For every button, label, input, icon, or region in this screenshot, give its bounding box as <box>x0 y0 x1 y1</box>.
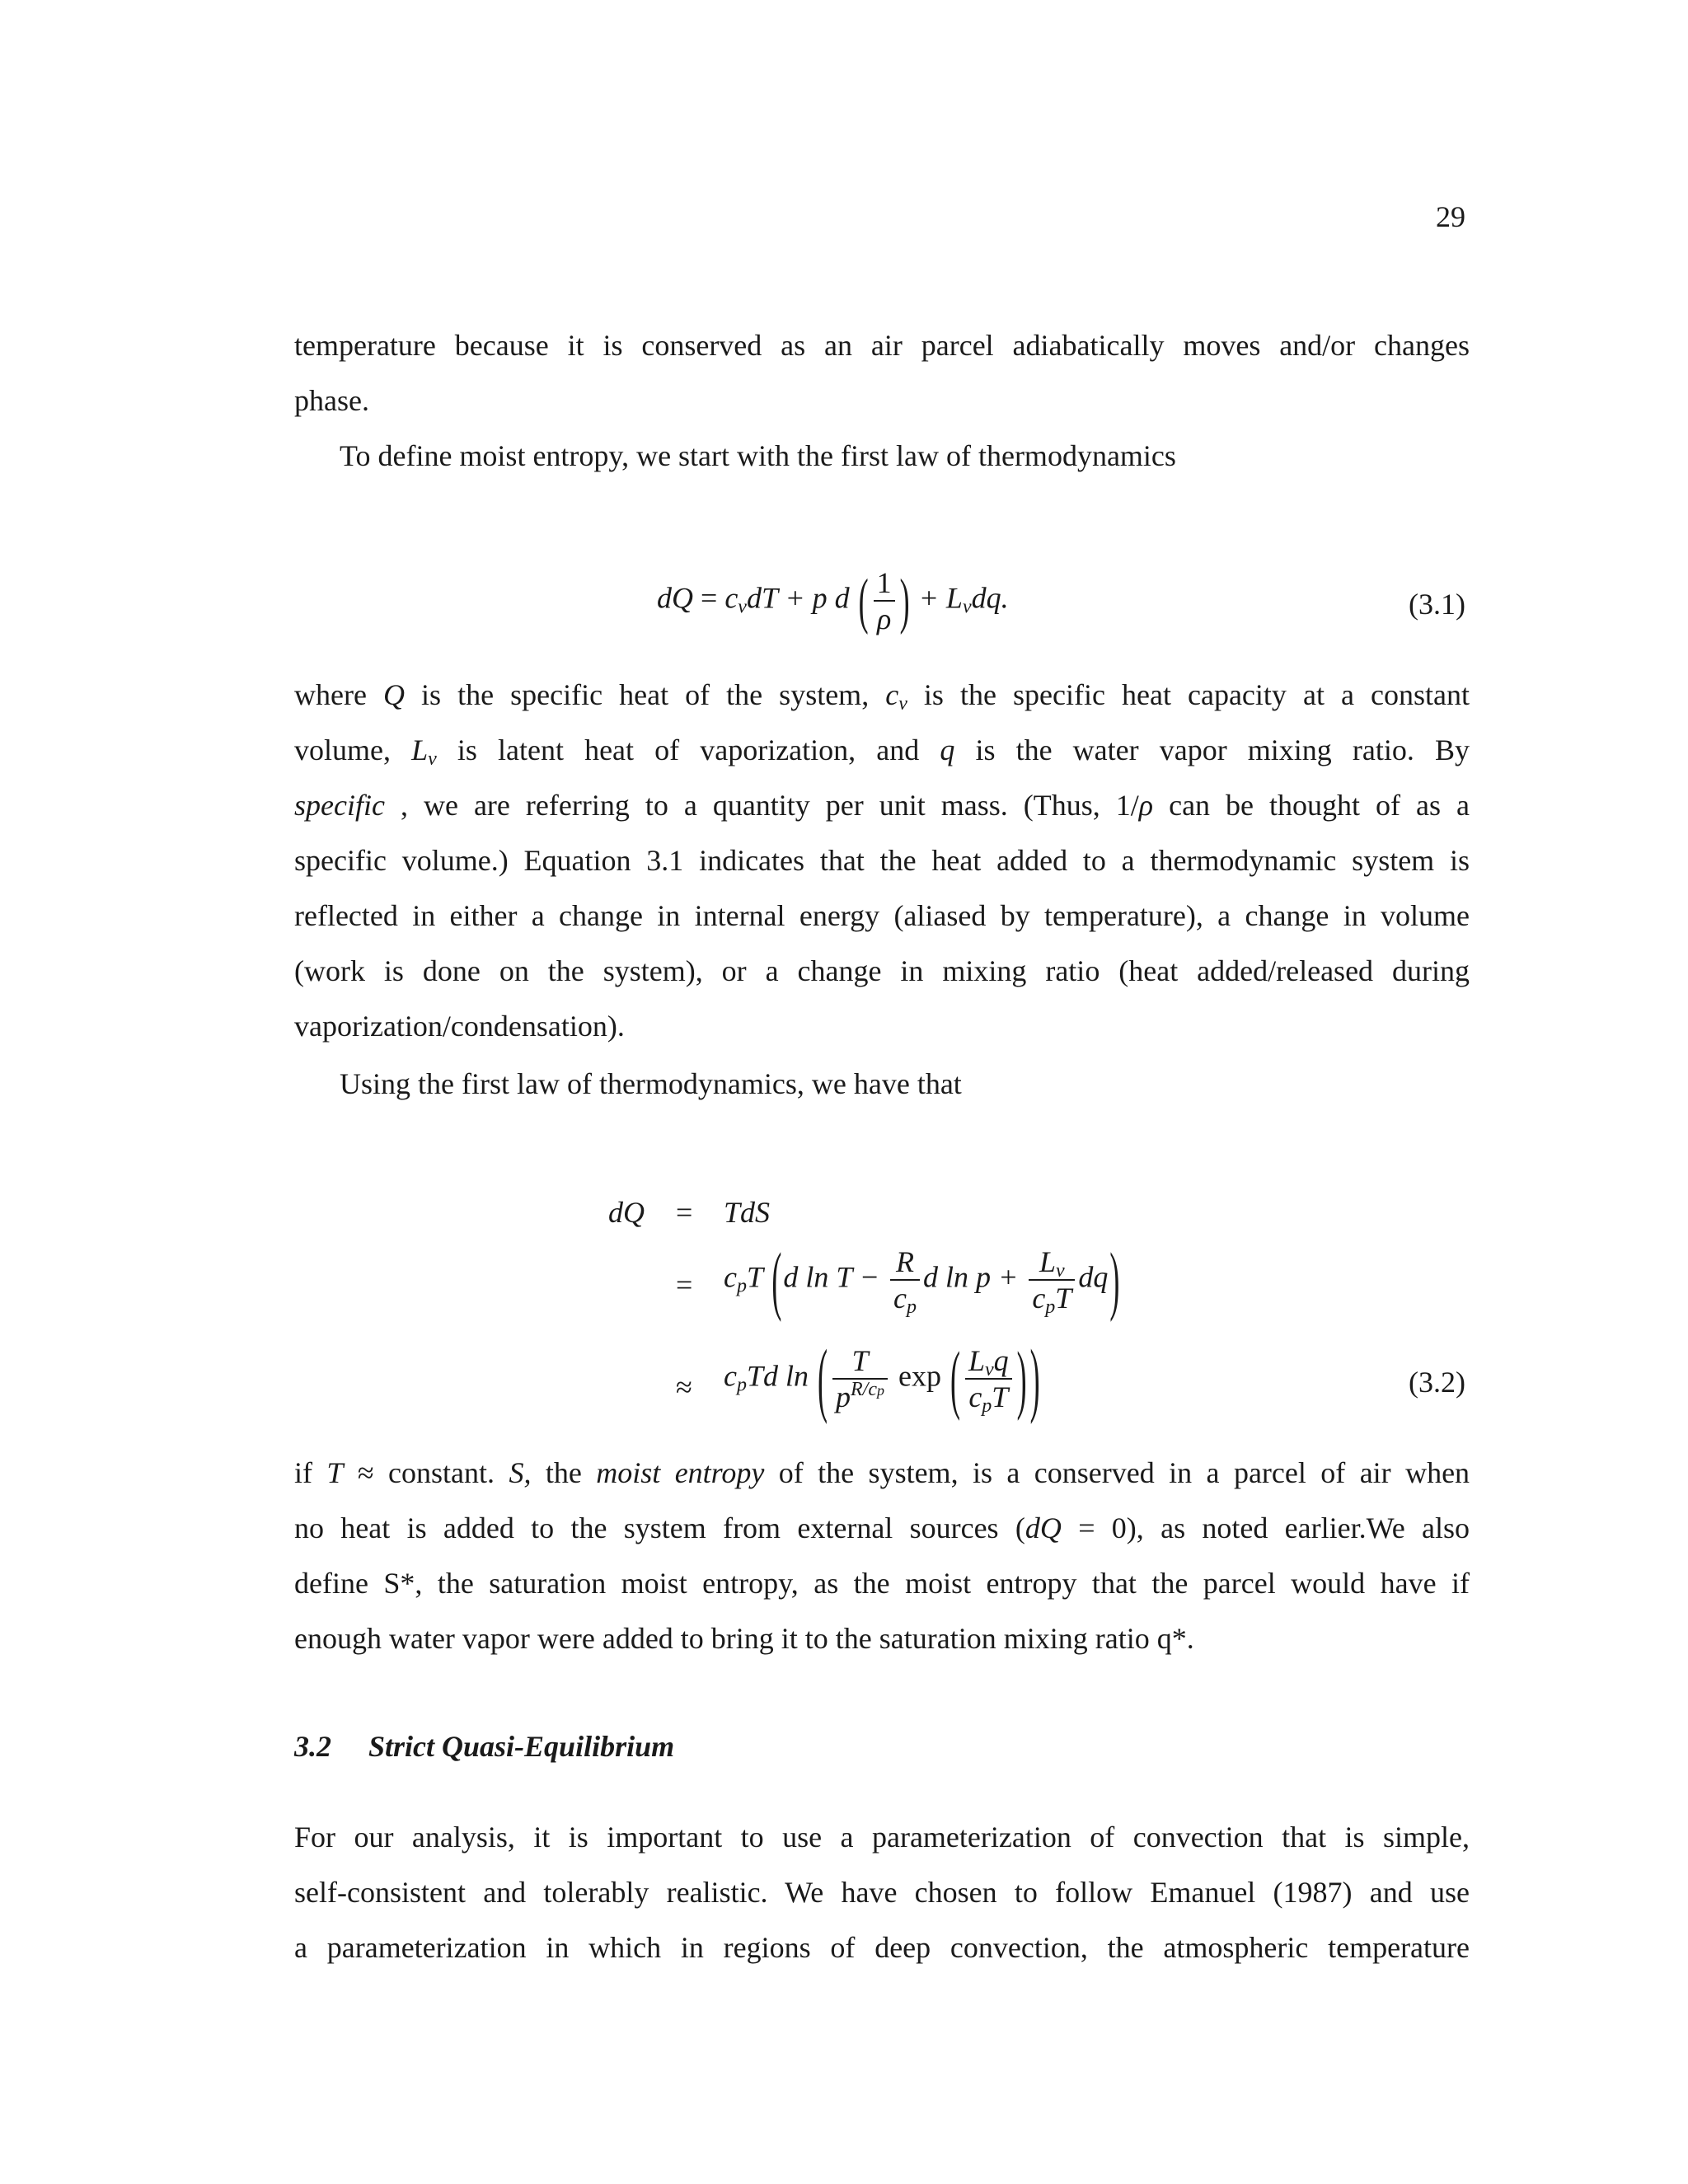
eq-rhs: TdS <box>724 1196 771 1229</box>
section-heading <box>294 1729 674 1764</box>
page-number: 29 <box>1436 200 1465 233</box>
eq-lhs: dQ <box>608 1196 645 1229</box>
text-line: specific , we are referring to a quantity per unit mass. (Thus, 1/ρ can be thought of as a <box>294 789 1470 822</box>
text-line: volume, $L_v$ is latent heat of vaporization, and q is the water vapor mixing ratio. By <box>294 733 1470 770</box>
paragraph-moist-entropy <box>294 1446 1470 1666</box>
eq-term: dq. <box>971 581 1009 615</box>
paragraph-intro-entropy <box>294 429 1470 484</box>
text-line: vaporization/condensation). <box>294 1010 625 1043</box>
text-line: enough water vapor were added to bring it to the saturation mixing ratio q*. <box>294 1622 1194 1655</box>
text-line: where Q is the specific heat of the system, $c_v$ is the specific heat capacity at a constant <box>294 678 1470 715</box>
paragraph-using-first-law <box>294 1057 1470 1112</box>
text-line: temperature because it is conserved as an air parcel adiabatically moves and/or changes <box>294 329 1470 362</box>
eq-relation: ≈ <box>676 1371 692 1404</box>
text-line: Using the first law of thermodynamics, we have that <box>340 1067 962 1100</box>
frac-denominator: ρ <box>876 602 892 635</box>
text-line: if T ≈ constant. S, the moist entropy of the system, is a conserved in a parcel of air when <box>294 1456 1470 1489</box>
text-line: a parameterization in which in regions of deep convection, the atmospheric temperature <box>294 1931 1470 1964</box>
eq-sub: v <box>962 596 972 618</box>
equation-number: (3.1) <box>1409 588 1465 621</box>
eq-lhs: dQ <box>657 581 693 615</box>
section-title: Strict Quasi-Equilibrium <box>368 1730 675 1763</box>
equation-3-2 <box>608 1195 1185 1442</box>
paragraph-analysis <box>294 1810 1470 1975</box>
paragraph-definitions <box>294 668 1470 1054</box>
equation-3-1 <box>657 565 1009 636</box>
text-line: reflected in either a change in internal energy (aliased by temperature), a change in volume <box>294 899 1470 932</box>
text-line: no heat is added to the system from external sources (dQ = 0), as noted earlier.We also <box>294 1511 1470 1544</box>
frac-numerator: 1 <box>874 565 895 602</box>
fraction <box>874 565 895 636</box>
text-line: self-consistent and tolerably realistic. We have chosen to follow Emanuel (1987) and use <box>294 1876 1470 1909</box>
text-line: To define moist entropy, we start with the first law of thermodynamics <box>340 439 1176 472</box>
left-paren: ( <box>858 566 869 635</box>
eq-relation: = <box>676 1196 693 1229</box>
text-line: specific volume.) Equation 3.1 indicates that the heat added to a thermodynamic system is <box>294 844 1470 877</box>
section-number: 3.2 <box>294 1730 331 1763</box>
text-line: For our analysis, it is important to use a parameterization of convection that is simple, <box>294 1821 1470 1854</box>
eq-rhs: $c_pTd$ ln ( $\frac{T}{p^{R/cp}}$ exp ( $\frac{L_vq}{c_pT}$ ) ) <box>724 1333 1040 1425</box>
eq-relation: = <box>676 1268 693 1301</box>
eq-term: + L <box>918 581 963 615</box>
eq-sub: v <box>738 596 747 618</box>
equation-number: (3.2) <box>1409 1366 1465 1399</box>
right-paren: ) <box>899 566 910 635</box>
text-line: phase. <box>294 384 369 417</box>
eq-term: c <box>724 581 738 615</box>
eq-equals: = <box>701 581 718 615</box>
text-line: (work is done on the system), or a change in mixing ratio (heat added/released during <box>294 954 1470 987</box>
eq-term: dT + p d <box>746 581 850 615</box>
text-line: define S*, the saturation moist entropy, as the moist entropy that the parcel would have if <box>294 1567 1470 1600</box>
eq-rhs: $c_pT$ (d ln T − $\frac{R}{c_p}$ d ln p + $\frac{L_v}{c_pT}$ dq) <box>724 1237 1120 1323</box>
paragraph-continuation <box>294 318 1470 429</box>
